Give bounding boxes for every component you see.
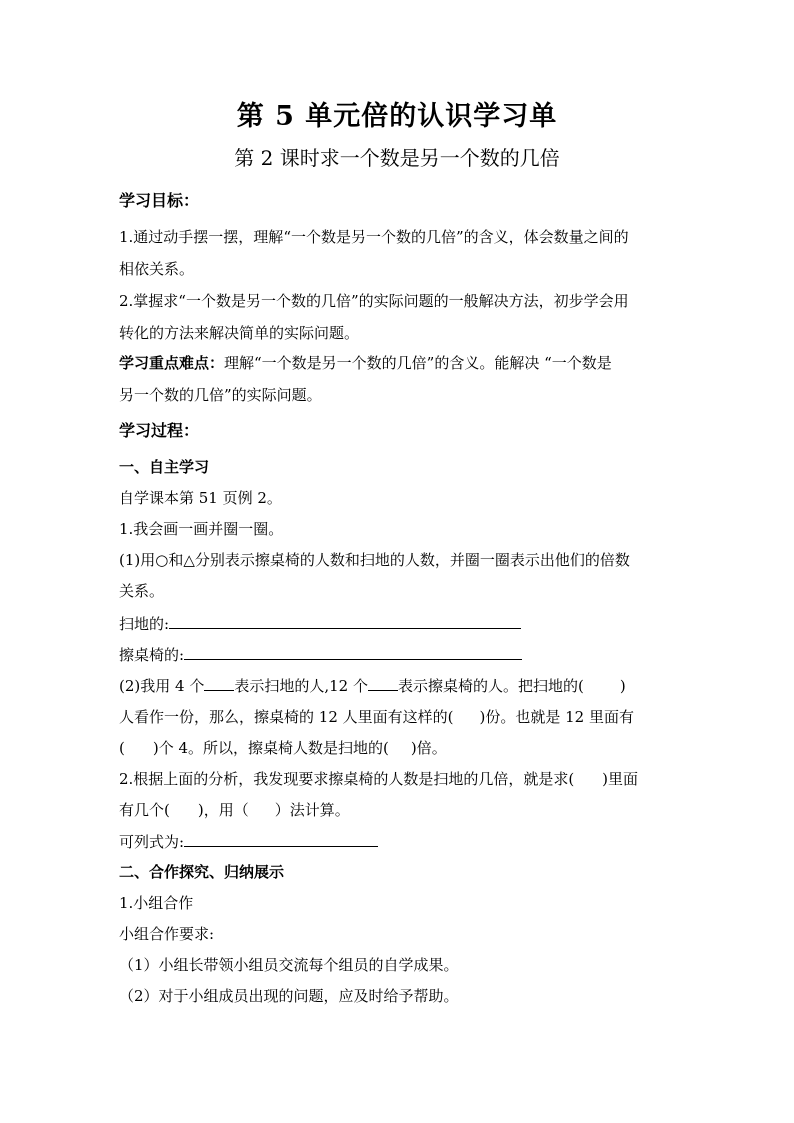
q1-2-text-c: 表示擦桌椅的人。把扫地的(	[397, 677, 584, 695]
sweep-label: 扫地的:	[119, 615, 170, 633]
symbol-blank-2[interactable]	[368, 674, 398, 691]
q2-text-e: ）法计算。	[274, 801, 350, 819]
q1-2-text-i: )倍。	[410, 739, 447, 757]
q1-2-text-b: 表示扫地的人,12 个	[234, 677, 368, 695]
question-1-2-line-3	[119, 737, 447, 759]
section-1-heading: 一、自主学习	[119, 458, 210, 476]
wipe-drawing-blank[interactable]	[184, 643, 522, 660]
key-points-text-1: 理解“一个数是另一个数的几倍”的含义。能解决 “一个数是	[224, 354, 612, 372]
question-2-line-1	[119, 768, 638, 790]
question-1-2-line-1	[119, 674, 626, 697]
formula-blank[interactable]	[184, 830, 378, 847]
symbol-blank-1[interactable]	[204, 674, 234, 691]
sweep-row	[119, 612, 521, 635]
page-title: 第 5 单元倍的认识学习单	[236, 101, 558, 132]
page-subtitle: 第 2 课时求一个数是另一个数的几倍	[234, 146, 560, 170]
q1-2-text-e: 人看作一份，那么，擦桌椅的 12 人里面有这样的(	[119, 708, 454, 726]
goal-1-line-1: 1.通过动手摆一摆，理解“一个数是另一个数的几倍”的含义，体会数量之间的	[119, 228, 629, 246]
question-1-1-line-1: (1)用○和△分别表示擦桌椅的人数和扫地的人数，并圈一圈表示出他们的倍数	[119, 551, 630, 569]
question-1-1-line-2: 关系。	[119, 582, 165, 600]
goal-2-line-1: 2.掌握求“一个数是另一个数的几倍”的实际问题的一般解决方法，初步学会用	[119, 292, 629, 310]
key-points-line-1	[119, 352, 612, 374]
q1-2-text-g: (	[119, 739, 125, 757]
q1-2-text-d: )	[619, 677, 626, 695]
wipe-row	[119, 643, 522, 666]
key-points-line-2: 另一个数的几倍”的实际问题。	[119, 386, 322, 404]
sweep-drawing-blank[interactable]	[169, 612, 521, 629]
q2-text-a: 2.根据上面的分析，我发现要求擦桌椅的人数是扫地的几倍，就是求(	[119, 770, 575, 788]
formula-row	[119, 830, 378, 853]
goals-heading: 学习目标：	[119, 191, 200, 210]
q1-2-text-f: )份。也就是 12 里面有	[479, 708, 634, 726]
q2-text-d: )，用（	[197, 801, 249, 819]
goal-2-line-2: 转化的方法来解决简单的实际问题。	[119, 324, 360, 342]
section-1-intro: 自学课本第 51 页例 2。	[119, 489, 282, 507]
formula-label: 可列式为:	[119, 833, 185, 851]
question-2-line-2	[119, 799, 350, 821]
process-heading: 学习过程：	[119, 421, 200, 440]
section-2-heading: 二、合作探究、归纳展示	[119, 863, 285, 881]
cooperation-requirement-2: （2）对于小组成员出现的问题，应及时给予帮助。	[119, 987, 459, 1005]
q1-2-text-a: (2)我用 4 个	[119, 677, 205, 695]
goal-1-line-2: 相依关系。	[119, 260, 195, 278]
q2-text-c: 有几个(	[119, 801, 170, 819]
cooperation-requirements-label: 小组合作要求:	[119, 925, 215, 943]
cooperation-requirement-1: （1）小组长带领小组员交流每个组员的自学成果。	[119, 956, 459, 974]
key-points-label: 学习重点难点：	[119, 354, 225, 372]
wipe-label: 擦桌椅的:	[119, 646, 185, 664]
q1-2-text-h: )个 4。所以，擦桌椅人数是扫地的(	[152, 739, 389, 757]
q2-text-b: )里面	[602, 770, 639, 788]
section-2-item-1: 1.小组合作	[119, 894, 194, 912]
question-1-2-line-2	[119, 706, 634, 728]
question-1: 1.我会画一画并圈一圈。	[119, 520, 284, 538]
